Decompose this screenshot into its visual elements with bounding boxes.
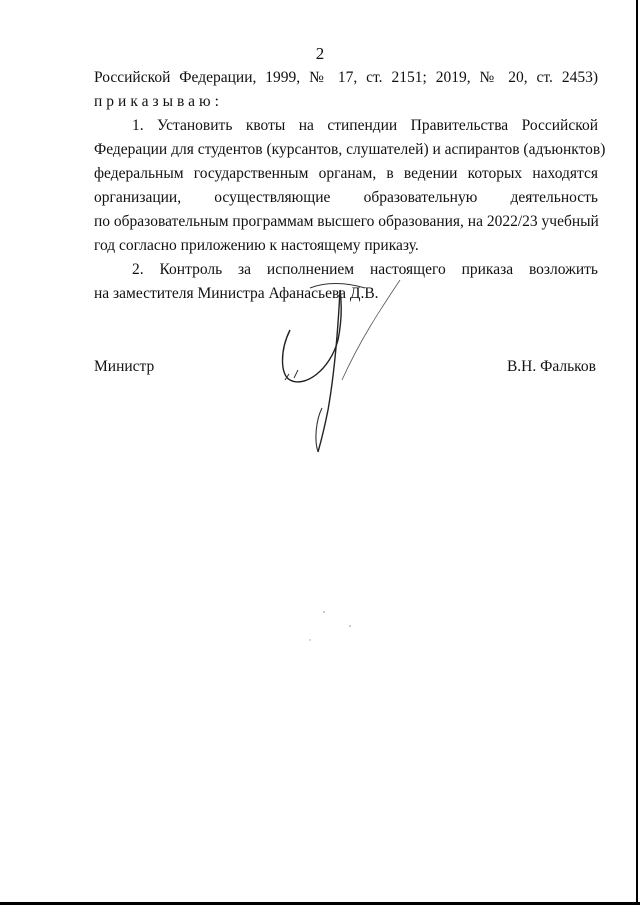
item1-line: по образовательным программам высшего образования, на 2022/23 учебный: [94, 213, 599, 230]
scan-edge-right: [636, 0, 638, 905]
signatory-title: Министр: [94, 358, 155, 375]
item2-line: 2. Контроль за исполнением настоящего приказа возложить: [132, 261, 598, 278]
item1-line: организации, осуществляющие образовательную деятельность: [94, 189, 598, 206]
signatory-name: В.Н. Фальков: [506, 358, 596, 375]
item1-line: год согласно приложению к настоящему приказу.: [94, 237, 419, 254]
preamble-ending: Российской Федерации, 1999, № 17, ст. 2151; 2019, № 20, ст. 2453): [94, 69, 598, 86]
prikazyvayu-heading: приказываю:: [94, 93, 223, 110]
page-number: 2: [315, 44, 325, 63]
item1-line: федеральным государственным органам, в ведении которых находятся: [94, 165, 598, 182]
item1-line: Федерации для студентов (курсантов, слушателей) и аспирантов (адъюнктов): [94, 141, 606, 158]
item2-line: на заместителя Министра Афанасьева Д.В.: [94, 285, 379, 302]
scan-specks: [300, 600, 380, 660]
handwritten-signature: [250, 270, 430, 460]
item1-line: 1. Установить квоты на стипендии Правительства Российской: [132, 117, 598, 134]
